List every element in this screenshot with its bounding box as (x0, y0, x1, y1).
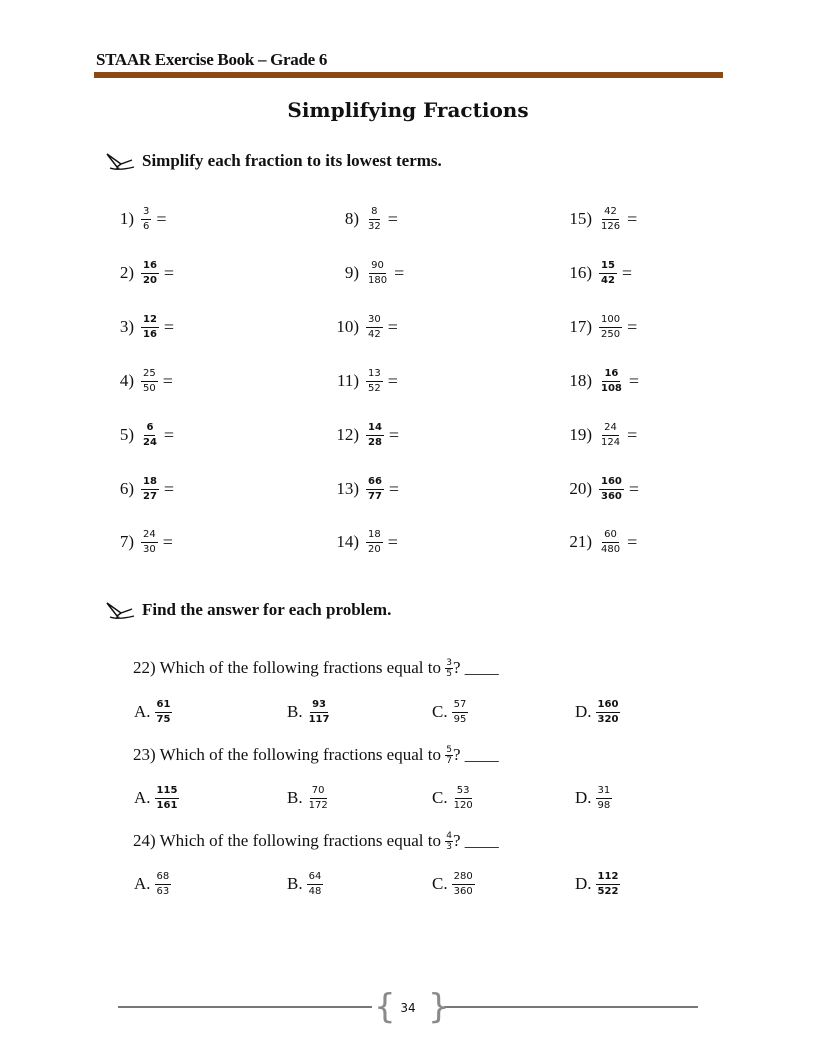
fraction-denominator: 7 (446, 755, 452, 766)
equals-sign: = (388, 424, 400, 445)
fraction-denominator: 20 (143, 274, 157, 286)
problem-item (94, 361, 173, 401)
fraction (452, 699, 469, 726)
fraction (155, 699, 173, 726)
fraction-denominator: 360 (453, 885, 473, 897)
fraction (366, 368, 383, 395)
fraction-numerator: 160 (599, 476, 624, 490)
fraction-numerator: 24 (141, 529, 158, 543)
equals-sign: = (163, 262, 175, 283)
problem-number: 14) (336, 532, 359, 551)
answer-option (134, 694, 172, 730)
equals-sign: = (162, 370, 173, 391)
fraction (596, 871, 621, 898)
equals-sign: = (387, 531, 398, 552)
fraction-denominator: 42 (601, 274, 615, 286)
fraction (445, 831, 453, 852)
fraction (141, 206, 151, 233)
fraction-denominator: 480 (601, 543, 621, 555)
fraction-denominator: 117 (308, 713, 330, 725)
equals-sign: = (387, 316, 398, 337)
option-label: C. (432, 702, 448, 721)
option-label: B. (287, 702, 303, 721)
answer-blank: ? ____ (452, 658, 499, 677)
equals-sign: = (621, 262, 633, 283)
header-title: STAAR Exercise Book – Grade 6 (96, 50, 328, 69)
fraction-denominator: 250 (601, 328, 621, 340)
problem-number: 13) (336, 479, 359, 498)
problem-item (552, 361, 639, 401)
answer-option (134, 780, 179, 816)
fraction-numerator: 8 (369, 206, 379, 220)
option-label: A. (134, 788, 151, 807)
equals-sign: = (628, 478, 640, 499)
problem-item (552, 307, 637, 347)
fraction-denominator: 32 (368, 220, 381, 232)
fraction (366, 529, 383, 556)
equals-sign: = (628, 370, 640, 391)
fraction (452, 785, 475, 812)
equals-sign: = (387, 208, 398, 229)
fraction-numerator: 14 (366, 422, 384, 436)
fraction-numerator: 66 (366, 476, 384, 490)
fraction-numerator: 280 (452, 871, 475, 885)
fraction-numerator: 5 (446, 744, 452, 755)
section1-instruction: Simplify each fraction to its lowest terms. (142, 151, 442, 170)
equals-sign: = (627, 424, 638, 445)
fraction-denominator: 98 (597, 799, 611, 811)
fraction (141, 529, 158, 556)
problem-number: 12) (336, 425, 359, 444)
answer-option (432, 694, 468, 730)
footer-bracket-left: { (374, 987, 396, 1027)
answer-option (287, 866, 323, 902)
problem-number: 20) (569, 479, 592, 498)
equals-sign: = (627, 316, 638, 337)
problem-number: 15) (569, 209, 592, 228)
fraction-numerator: 53 (455, 785, 472, 799)
question-prefix: 23) Which of the following fractions equal to (133, 745, 446, 764)
question-prefix: 24) Which of the following fractions equal to (133, 831, 446, 850)
answer-option (134, 866, 171, 902)
problem-number: 19) (569, 425, 592, 444)
fraction-denominator: 48 (308, 885, 322, 897)
problem-item (319, 469, 399, 509)
question-text (133, 737, 499, 773)
fraction-numerator: 18 (141, 476, 159, 490)
fraction-numerator: 57 (452, 699, 469, 713)
fraction-numerator: 15 (599, 260, 617, 274)
problem-number: 18) (569, 371, 592, 390)
problem-item (552, 199, 637, 239)
option-label: D. (575, 702, 592, 721)
fraction-numerator: 16 (602, 368, 620, 382)
fraction (599, 476, 624, 503)
problem-number: 1) (119, 209, 134, 228)
fraction-numerator: 12 (141, 314, 159, 328)
answer-option (432, 866, 475, 902)
fraction-denominator: 124 (601, 436, 621, 448)
question-text (133, 823, 499, 859)
pencil-writing-icon (104, 599, 136, 621)
fraction-denominator: 95 (453, 713, 467, 725)
problem-item (552, 415, 637, 455)
fraction-numerator: 42 (602, 206, 619, 220)
section1-heading (104, 150, 442, 172)
fraction-denominator: 360 (601, 490, 622, 502)
fraction (599, 368, 624, 395)
fraction-numerator: 16 (141, 260, 159, 274)
page-title: Simplifying Fractions (287, 98, 529, 122)
fraction-numerator: 70 (310, 785, 327, 799)
fraction (596, 785, 613, 812)
fraction-numerator: 93 (310, 699, 328, 713)
fraction-numerator: 90 (369, 260, 386, 274)
page-number: 34 (400, 1001, 416, 1015)
fraction-numerator: 6 (144, 422, 155, 436)
fraction-denominator: 50 (143, 382, 156, 394)
answer-option (287, 694, 331, 730)
fraction (366, 422, 384, 449)
fraction (307, 699, 332, 726)
option-label: B. (287, 874, 303, 893)
fraction-numerator: 31 (596, 785, 613, 799)
fraction-numerator: 60 (602, 529, 619, 543)
answer-option (287, 780, 330, 816)
pencil-writing-icon (104, 150, 136, 172)
footer-bracket-right: } (428, 987, 450, 1027)
fraction (366, 206, 383, 233)
problem-number: 3) (119, 317, 134, 336)
fraction-denominator: 5 (446, 668, 452, 679)
problem-item (319, 253, 404, 293)
option-label: D. (575, 874, 592, 893)
equals-sign: = (627, 531, 638, 552)
fraction-denominator: 6 (143, 220, 150, 232)
fraction-numerator: 100 (599, 314, 622, 328)
fraction-numerator: 3 (446, 657, 452, 668)
problem-item (319, 415, 399, 455)
fraction (366, 476, 384, 503)
header-rule (94, 72, 723, 78)
fraction (141, 314, 159, 341)
fraction-numerator: 61 (155, 699, 173, 713)
problem-number: 21) (569, 532, 592, 551)
answer-option (575, 694, 620, 730)
fraction-denominator: 42 (368, 328, 381, 340)
fraction-denominator: 180 (368, 274, 388, 286)
answer-option (575, 780, 612, 816)
fraction-numerator: 13 (366, 368, 383, 382)
answer-option (432, 780, 475, 816)
fraction (155, 785, 180, 812)
problem-number: 7) (119, 532, 134, 551)
fraction (366, 314, 383, 341)
problem-number: 9) (344, 263, 359, 282)
footer-rule-left (118, 1006, 372, 1008)
equals-sign: = (156, 208, 167, 229)
problem-item (319, 361, 398, 401)
fraction-numerator: 3 (141, 206, 151, 220)
fraction-numerator: 115 (155, 785, 180, 799)
fraction-denominator: 52 (368, 382, 381, 394)
fraction (141, 476, 159, 503)
problem-item (94, 253, 174, 293)
fraction-denominator: 108 (601, 382, 622, 394)
fraction (445, 658, 453, 679)
problem-item (94, 522, 173, 562)
fraction-denominator: 28 (368, 436, 382, 448)
option-label: B. (287, 788, 303, 807)
fraction (452, 871, 475, 898)
option-label: A. (134, 702, 151, 721)
fraction-denominator: 126 (601, 220, 621, 232)
answer-blank: ? ____ (452, 745, 499, 764)
fraction (141, 260, 159, 287)
fraction-numerator: 68 (155, 871, 172, 885)
problem-number: 5) (119, 425, 134, 444)
footer-rule-right (444, 1006, 698, 1008)
fraction-numerator: 18 (366, 529, 383, 543)
fraction (599, 422, 622, 449)
fraction-denominator: 20 (368, 543, 381, 555)
fraction-denominator: 63 (156, 885, 170, 897)
equals-sign: = (163, 424, 175, 445)
option-label: A. (134, 874, 151, 893)
fraction (307, 785, 330, 812)
fraction-numerator: 4 (446, 830, 452, 841)
problem-number: 17) (569, 317, 592, 336)
answer-blank: ? ____ (452, 831, 499, 850)
problem-number: 11) (336, 371, 359, 390)
problem-number: 16) (569, 263, 592, 282)
problem-item (319, 199, 398, 239)
fraction (366, 260, 389, 287)
option-label: D. (575, 788, 592, 807)
fraction (599, 206, 622, 233)
equals-sign: = (162, 531, 173, 552)
fraction (599, 314, 622, 341)
question-prefix: 22) Which of the following fractions equal to (133, 658, 446, 677)
equals-sign: = (388, 478, 400, 499)
fraction-denominator: 75 (156, 713, 171, 725)
problem-item (552, 469, 639, 509)
equals-sign: = (394, 262, 405, 283)
fraction-numerator: 24 (602, 422, 619, 436)
equals-sign: = (387, 370, 398, 391)
fraction (599, 529, 622, 556)
fraction-denominator: 30 (143, 543, 156, 555)
fraction-denominator: 77 (368, 490, 382, 502)
fraction-numerator: 160 (596, 699, 621, 713)
fraction-denominator: 3 (446, 841, 452, 852)
problem-number: 4) (119, 371, 134, 390)
equals-sign: = (163, 478, 175, 499)
section2-instruction: Find the answer for each problem. (142, 600, 392, 619)
option-label: C. (432, 788, 448, 807)
fraction (141, 368, 158, 395)
problem-item (94, 415, 174, 455)
fraction-denominator: 161 (156, 799, 178, 811)
fraction (599, 260, 617, 287)
fraction-denominator: 522 (597, 885, 619, 897)
equals-sign: = (627, 208, 638, 229)
equals-sign: = (163, 316, 175, 337)
option-label: C. (432, 874, 448, 893)
fraction-denominator: 16 (143, 328, 157, 340)
fraction (307, 871, 324, 898)
problem-item (319, 522, 398, 562)
fraction (155, 871, 172, 898)
fraction-numerator: 25 (141, 368, 158, 382)
fraction-denominator: 24 (143, 436, 157, 448)
problem-number: 10) (336, 317, 359, 336)
problem-item (94, 469, 174, 509)
problem-item (94, 199, 167, 239)
problem-item (552, 253, 632, 293)
fraction (141, 422, 159, 449)
fraction (596, 699, 621, 726)
problem-number: 6) (119, 479, 134, 498)
section2-heading (104, 599, 391, 621)
problem-item (552, 522, 637, 562)
fraction-denominator: 320 (597, 713, 619, 725)
problem-item (94, 307, 174, 347)
fraction-denominator: 172 (308, 799, 328, 811)
problem-item (319, 307, 398, 347)
problem-number: 8) (344, 209, 359, 228)
fraction-numerator: 30 (366, 314, 383, 328)
fraction-numerator: 64 (307, 871, 324, 885)
fraction-denominator: 120 (453, 799, 473, 811)
fraction-denominator: 27 (143, 490, 157, 502)
problem-number: 2) (119, 263, 134, 282)
fraction-numerator: 112 (596, 871, 621, 885)
answer-option (575, 866, 620, 902)
question-text (133, 650, 499, 686)
fraction (445, 745, 453, 766)
